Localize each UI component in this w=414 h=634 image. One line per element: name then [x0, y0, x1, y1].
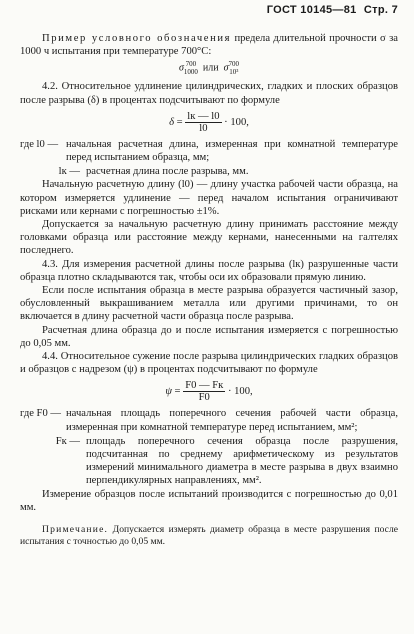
paragraph-measure: Расчетная длина образца до и после испытания измеряется с погрешностью до 0,05 мм. — [20, 324, 398, 349]
definition-fk: Fк — площадь поперечного сечения образца после разрушения, подсчитанная по среднему арифметическому из результатов измерений минимального диаметра в месте разрыва в двух взаимно перпендикулярных направлениях, мм². — [55, 435, 398, 487]
paragraph-measurement: Измерение образцов после испытаний производится с погрешностью до 0,01 мм. — [20, 488, 398, 513]
page-number: Стр. 7 — [363, 4, 398, 16]
paragraph-break: Если после испытания образца в месте разрыва образуется частичный зазор, обусловленный выкрашиванием металла или другими причинами, то он включается в длину расчетной части образца после разрыва. — [20, 285, 398, 323]
formula-elongation: δ = $\frac{lк — l0}{l0}$ · 100, — [169, 110, 249, 134]
paragraph-example: Пример условного обозначения предела длительной прочности σ за 1000 ч испытания при температуре 700°С: — [20, 33, 398, 58]
definition-f0: где F0 — начальная площадь поперечного сечения рабочей части образца, измеренная при комнатной температуре перед испытанием, мм²; — [20, 408, 398, 433]
formula-contraction: ψ = $\frac{F0 — Fк}{F0}$ · 100, — [165, 380, 253, 404]
page-header — [263, 4, 398, 16]
example-notation: σ 700 1000 или σ 700 10³ — [178, 60, 240, 77]
paragraph-allowed: Допускается за начальную расчетную длину принимать расстояние между головками образца или расстояние между кернами, нанесенными на галтелях последнего. — [20, 219, 398, 257]
note: Примечание. Допускается измерять диаметр образца в месте разрушения после испытания с точностью до 0,05 мм. — [20, 524, 398, 548]
page-content — [20, 32, 398, 548]
paragraph-4-4: 4.4. Относительное сужение после разрыва цилиндрических гладких образцов и образцов с надрезом (ψ) в процентах подсчитывают по формуле — [20, 351, 398, 376]
definition-lk: lк — расчетная длина после разрыва, мм. — [58, 166, 249, 178]
standard-number: ГОСТ 10145—81 — [266, 4, 357, 16]
definition-l0: где l0 — начальная расчетная длина, измеренная при комнатной температуре перед испытанием образца, мм; — [20, 138, 398, 164]
example-lead: Пример условного обозначения — [42, 33, 232, 44]
note-label: Примечание. — [42, 524, 109, 536]
paragraph-4-3: 4.3. Для измерения расчетной длины после разрыва (lк) разрушенные части образца плотно складываются так, чтобы оси их образовали прямую линию. — [20, 258, 398, 283]
paragraph-4-2: 4.2. Относительное удлинение цилиндрических, гладких и плоских образцов после разрыва (δ) в процентах подсчитывают по формуле — [20, 81, 398, 106]
paragraph-initial-length: Начальную расчетную длину (l0) — длину участка рабочей части образца, на котором измеряется удлинение — перед началом испытания ограничивают рисками или кернами с погрешностью ±1%. — [20, 179, 398, 217]
